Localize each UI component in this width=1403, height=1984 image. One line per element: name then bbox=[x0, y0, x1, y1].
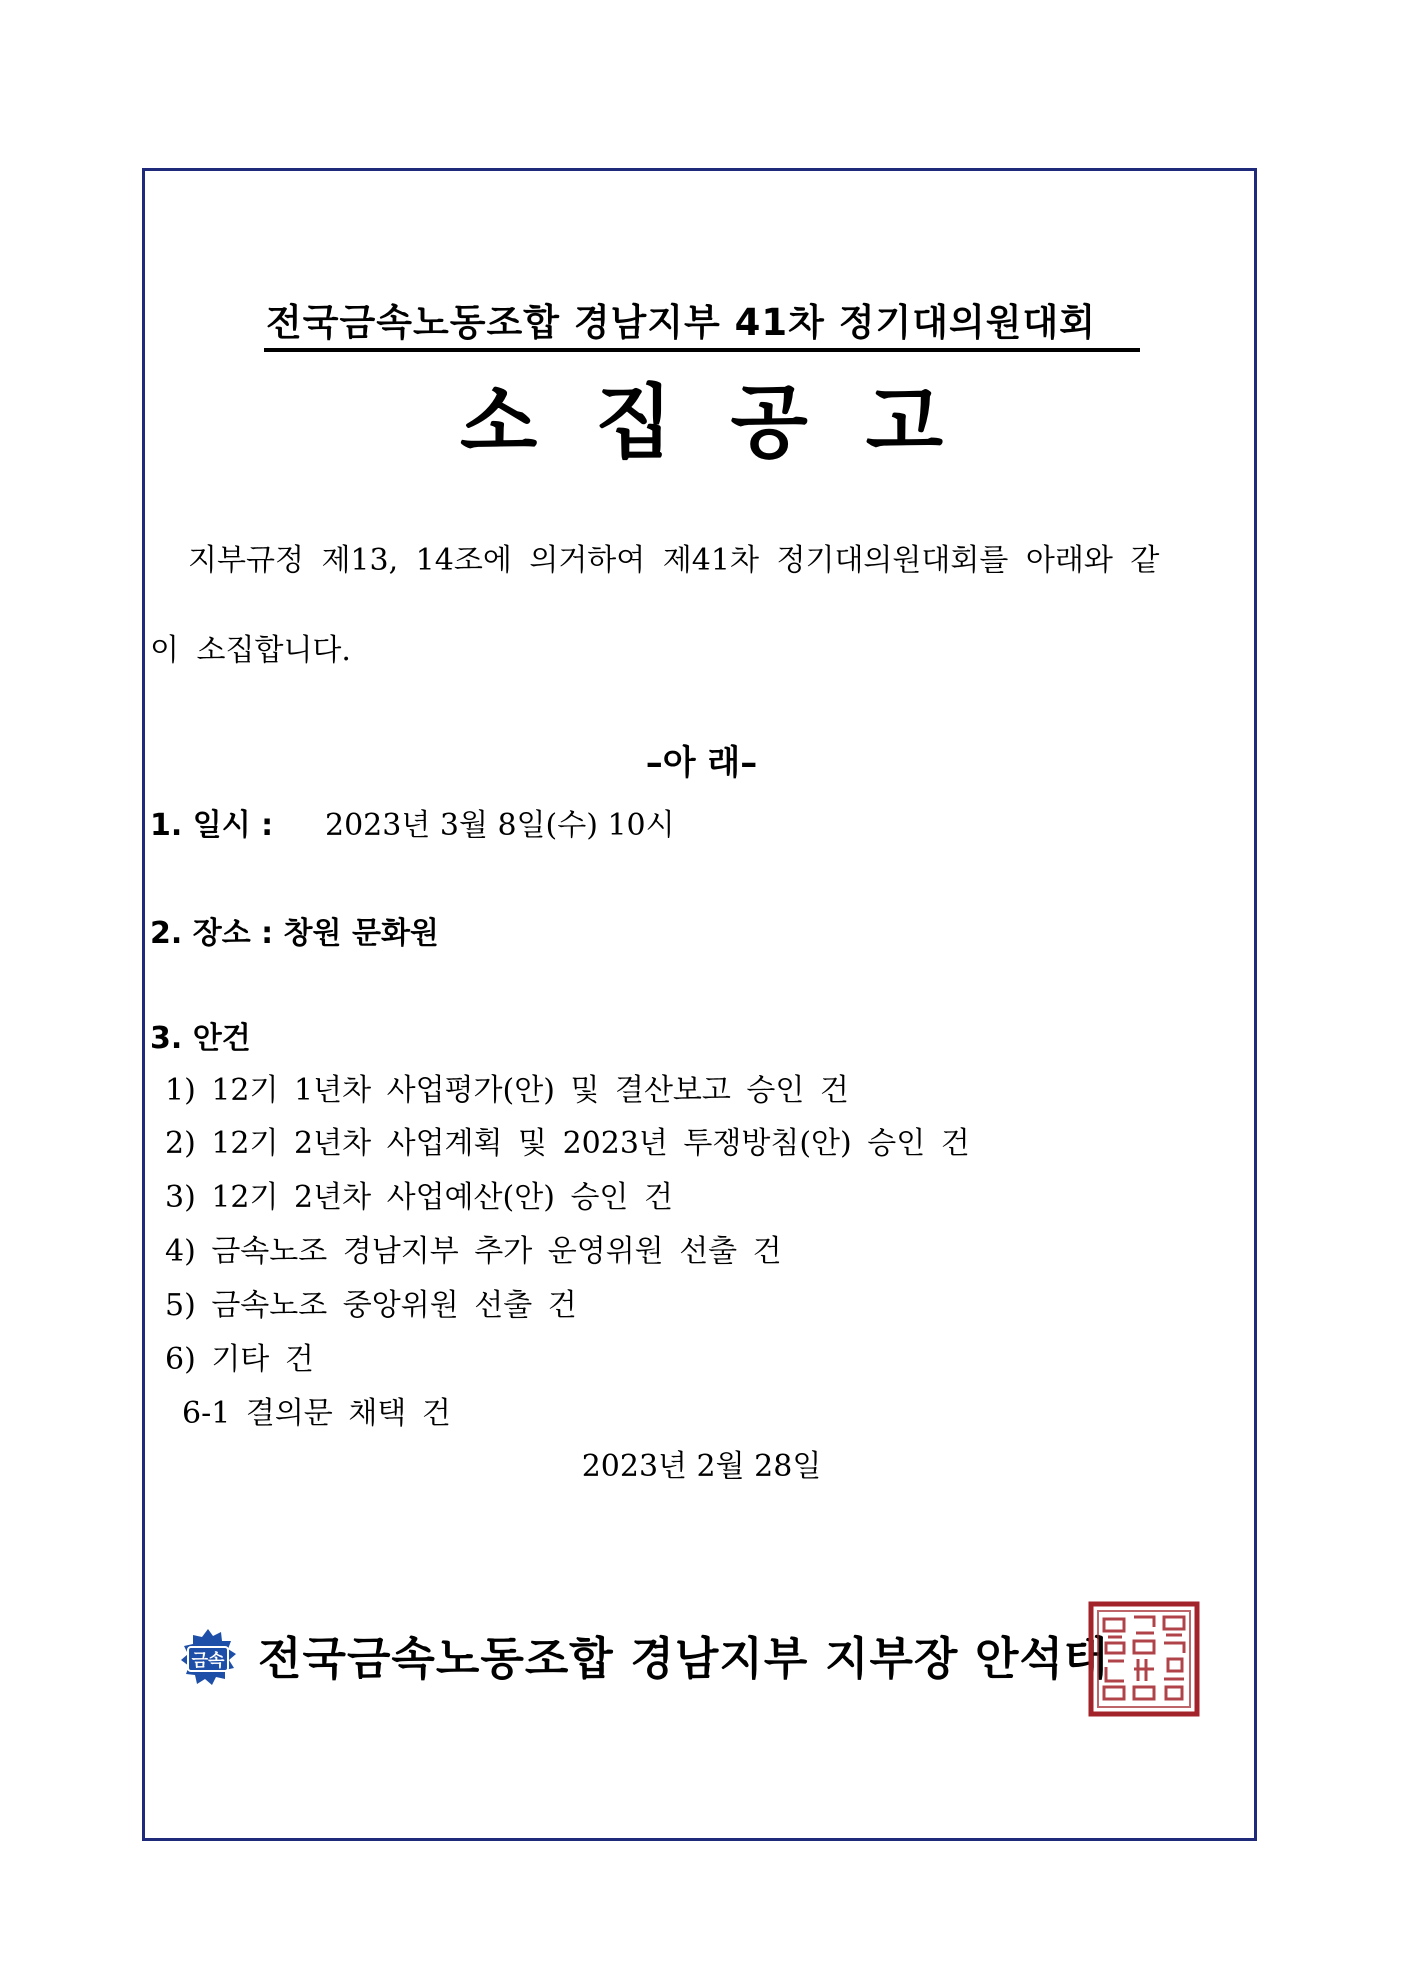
agenda-item: 5) 금속노조 중앙위원 선출 건 bbox=[165, 1288, 577, 1323]
agenda-item: 3) 12기 2년차 사업예산(안) 승인 건 bbox=[165, 1180, 673, 1215]
intro-line-1: 지부규정 제13, 14조에 의거하여 제41차 정기대의원대회를 아래와 같 bbox=[188, 543, 1160, 578]
place-line: 2. 장소 : 창원 문화원 bbox=[150, 916, 439, 951]
agenda-subitem: 6-1 결의문 채택 건 bbox=[182, 1396, 451, 1431]
signature-line: 전국금속노동조합 경남지부 지부장 안석태 bbox=[258, 1632, 1109, 1685]
agenda-item: 1) 12기 1년차 사업평가(안) 및 결산보고 승인 건 bbox=[165, 1073, 849, 1108]
section-heading: –아 래– bbox=[645, 743, 758, 783]
datetime-value: 2023년 3월 8일(수) 10시 bbox=[325, 808, 675, 843]
datetime-label: 1. 일시 : bbox=[150, 808, 274, 843]
title-underline bbox=[264, 348, 1140, 352]
agenda-label: 3. 안건 bbox=[150, 1021, 251, 1056]
agenda-item: 6) 기타 건 bbox=[165, 1342, 314, 1377]
logo-text: 금속 bbox=[191, 1651, 225, 1671]
document-title: 전국금속노동조합 경남지부 41차 정기대의원대회 bbox=[266, 301, 1096, 344]
issue-date-text: 2023년 2월 28일 bbox=[581, 1449, 822, 1484]
agenda-item: 4) 금속노조 경남지부 추가 운영위원 선출 건 bbox=[165, 1234, 782, 1269]
official-seal-icon bbox=[1088, 1601, 1200, 1717]
notice-heading: 소집공고 bbox=[459, 376, 1002, 469]
union-logo-icon bbox=[176, 1627, 240, 1691]
agenda-item: 2) 12기 2년차 사업계획 및 2023년 투쟁방침(안) 승인 건 bbox=[165, 1126, 970, 1161]
issue-date bbox=[0, 1441, 1403, 1485]
intro-line-2: 이 소집합니다. bbox=[150, 633, 351, 668]
